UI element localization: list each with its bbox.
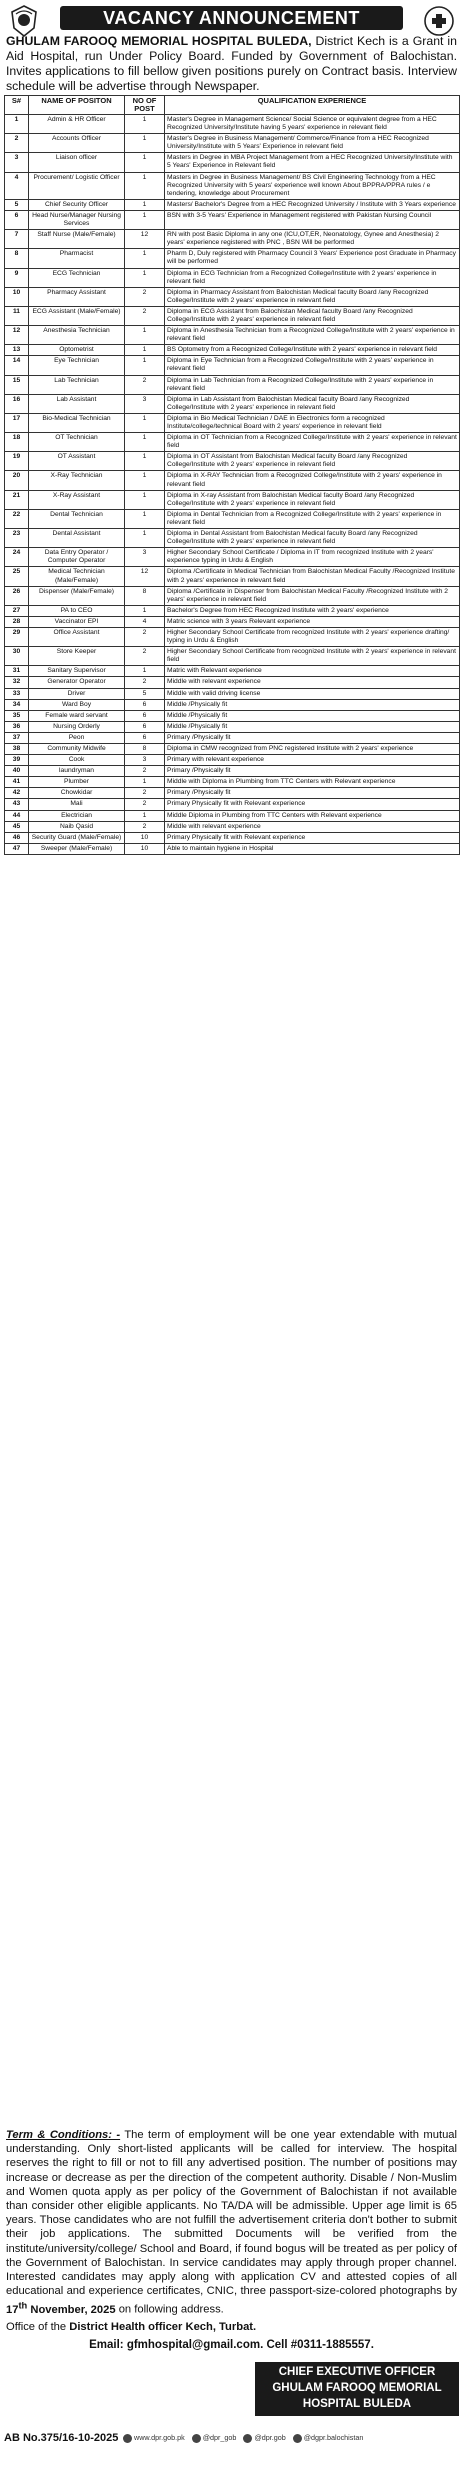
social-website[interactable]: www.dpr.gob.pk [134,2433,185,2442]
table-row [5,627,460,646]
cell-sno: 9 [5,268,29,287]
table-row [5,268,460,287]
cell-sno: 17 [5,413,29,432]
cell-qualification: Master's Degree in Business Management/ Commerce/Finance from a HEC Recognized University/Institute with 5 Years' Experience in relevant field [165,134,460,153]
intro-text: District Kech is a Grant in Aid Hospital, run Under Policy Board. Funded by Government of Balochistan. Invites applications to fill bellow given positions purely on Contract basis. Interview schedule will be advertise through Newspaper. [6,34,457,93]
cell-position-name: Dispenser (Male/Female) [29,586,125,605]
cell-post-count: 6 [125,732,165,743]
cell-position-name: PA to CEO [29,605,125,616]
hospital-name: GHULAM FAROOQ MEMORIAL HOSPITAL BULEDA, [6,34,312,48]
cell-post-count: 6 [125,721,165,732]
table-row [5,199,460,210]
cell-qualification: Diploma /Certificate in Dispenser from Balochistan Medical Faculty /Recognized Institute with 2 years' experience in relevant field [165,586,460,605]
cell-sno: 37 [5,732,29,743]
cell-post-count: 12 [125,230,165,249]
cell-post-count: 1 [125,199,165,210]
cell-position-name: Cook [29,755,125,766]
cell-position-name: Chowkidar [29,788,125,799]
deadline-suffix: th [18,2300,28,2311]
table-row [5,616,460,627]
cell-sno: 22 [5,509,29,528]
cell-qualification: Diploma in ECG Technician from a Recognized College/Institute with 2 years' experience in relevant field [165,268,460,287]
cell-position-name: Admin & HR Officer [29,115,125,134]
cell-qualification: Diploma in Lab Assistant from Balochistan Medical faculty Board /any Recognized College/Institute with 2 years' experience in relevant field [165,394,460,413]
table-row [5,766,460,777]
table-row [5,356,460,375]
cell-position-name: Medical Technician (Male/Female) [29,567,125,586]
cell-post-count: 2 [125,799,165,810]
cell-position-name: Plumber [29,777,125,788]
cell-qualification: Diploma in Eye Technician from a Recognized College/Institute with 2 years' experience in relevant field [165,356,460,375]
cell-post-count: 1 [125,153,165,172]
cell-post-count: 2 [125,287,165,306]
cell-post-count: 2 [125,677,165,688]
cell-sno: 24 [5,548,29,567]
col-header-position: NAME OF POSITON [29,96,125,115]
cell-sno: 44 [5,810,29,821]
cell-sno: 2 [5,134,29,153]
cell-qualification: Bachelor's Degree from HEC Recognized Institute with 2 years' experience [165,605,460,616]
table-row [5,153,460,172]
cell-post-count: 2 [125,788,165,799]
cell-qualification: Matric with Relevant experience [165,666,460,677]
table-row [5,843,460,854]
cell-post-count: 1 [125,268,165,287]
facebook-icon [293,2434,302,2443]
office-prefix: Office of the [6,2321,67,2333]
cell-position-name: Liaison officer [29,153,125,172]
cell-position-name: Data Entry Operator / Computer Operator [29,548,125,567]
cell-sno: 16 [5,394,29,413]
table-row [5,490,460,509]
cell-position-name: Community Midwife [29,744,125,755]
table-row [5,230,460,249]
cell-post-count: 5 [125,688,165,699]
cell-qualification: Middle with valid driving license [165,688,460,699]
table-row [5,688,460,699]
cell-qualification: Diploma in OT Assistant from Balochistan Medical faculty Board /any Recognized College/Institute with 2 years' experience in relevant field [165,452,460,471]
cell-post-count: 4 [125,616,165,627]
after-deadline-text: on following address. [118,2304,224,2317]
col-header-posts: NO OF POST [125,96,165,115]
cell-sno: 1 [5,115,29,134]
hospital-emblem-right [423,4,455,38]
cell-position-name: Naib Qasid [29,821,125,832]
table-row [5,666,460,677]
cell-sno: 38 [5,744,29,755]
cell-post-count: 6 [125,699,165,710]
cell-sno: 19 [5,452,29,471]
cell-qualification: Diploma in ECG Assistant from Balochistan Medical faculty Board /any Recognized College/Institute with 2 years' experience in relevant field [165,306,460,325]
cell-position-name: Electrician [29,810,125,821]
table-row [5,548,460,567]
cell-post-count: 3 [125,755,165,766]
cell-position-name: Procurement/ Logistic Officer [29,172,125,199]
cell-position-name: Driver [29,688,125,699]
cell-qualification: Primary Physically fit with Relevant experience [165,832,460,843]
cell-position-name: Pharmacy Assistant [29,287,125,306]
table-row [5,677,460,688]
cell-post-count: 1 [125,356,165,375]
cell-position-name: Eye Technician [29,356,125,375]
cell-post-count: 1 [125,134,165,153]
social-links [118,2428,363,2448]
table-row [5,529,460,548]
office-address [6,2320,457,2334]
table-row [5,375,460,394]
cell-position-name: laundryman [29,766,125,777]
cell-qualification: Higher Secondary School Certificate / Diploma in IT from recognized Institute with 2 years' experience typing in Urdu & English [165,548,460,567]
social-instagram[interactable]: @dpr.gob [254,2433,286,2442]
cell-post-count: 2 [125,375,165,394]
deadline-date [6,2300,116,2317]
contact-line: Email: gfmhospital@gmail.com. Cell #0311-1885557. [89,2339,374,2351]
cell-qualification: Middle Diploma in Plumbing from TTC Centers with Relevant experience [165,810,460,821]
cell-position-name: Pharmacist [29,249,125,268]
table-row [5,345,460,356]
cell-post-count: 1 [125,605,165,616]
social-x[interactable]: @dpr_gob [202,2433,237,2442]
cell-post-count: 1 [125,210,165,229]
cell-sno: 8 [5,249,29,268]
cell-position-name: Sanitary Supervisor [29,666,125,677]
table-row [5,821,460,832]
cell-qualification: Higher Secondary School Certificate from recognized Institute with 2 years' experience in relevant field [165,647,460,666]
cell-sno: 27 [5,605,29,616]
cell-post-count: 8 [125,586,165,605]
cell-qualification: Diploma in Lab Technician from a Recognized College/Institute with 2 years' experience in relevant field [165,375,460,394]
cell-sno: 20 [5,471,29,490]
cell-post-count: 1 [125,777,165,788]
cell-post-count: 10 [125,832,165,843]
page-title: VACANCY ANNOUNCEMENT [60,6,403,30]
table-row [5,788,460,799]
intro-paragraph [6,34,457,94]
cell-position-name: Female ward servant [29,710,125,721]
table-row [5,732,460,743]
table-row [5,755,460,766]
cell-qualification: Master's Degree in Management Science/ Social Science or equivalent degree from a HEC Recognized University/Institute having 5 years' experience in relevant field [165,115,460,134]
table-row [5,249,460,268]
cell-qualification: Diploma in X-ray Assistant from Balochistan Medical faculty Board /any Recognized College/Institute with 2 years' experience in relevant field [165,490,460,509]
cell-qualification: Diploma in CMW recognized from PNC registered Institute with 2 years' experience [165,744,460,755]
cell-sno: 15 [5,375,29,394]
cell-qualification: Primary /Physically fit [165,732,460,743]
cell-sno: 30 [5,647,29,666]
table-header-row [5,96,460,115]
instagram-icon [243,2434,252,2443]
cell-sno: 14 [5,356,29,375]
ad-number: AB No.375/16-10-2025 [4,2432,119,2444]
cell-qualification: Diploma in Anesthesia Technician from a Recognized College/Institute with 2 years' experience in relevant field [165,326,460,345]
cell-position-name: Anesthesia Technician [29,326,125,345]
cell-sno: 13 [5,345,29,356]
cell-sno: 42 [5,788,29,799]
cell-position-name: Chief Security Officer [29,199,125,210]
cell-sno: 3 [5,153,29,172]
cell-post-count: 12 [125,567,165,586]
cell-post-count: 1 [125,433,165,452]
cell-position-name: Dental Assistant [29,529,125,548]
cell-position-name: Store Keeper [29,647,125,666]
cell-sno: 46 [5,832,29,843]
cell-post-count: 2 [125,821,165,832]
signature-org-line2: HOSPITAL BULEDA [302,2398,412,2410]
cell-position-name: ECG Assistant (Male/Female) [29,306,125,325]
cell-sno: 10 [5,287,29,306]
cell-post-count: 1 [125,172,165,199]
cell-qualification: Middle with Diploma in Plumbing from TTC Centers with Relevant experience [165,777,460,788]
cell-sno: 12 [5,326,29,345]
cell-qualification: BS Optometry from a Recognized College/Institute with 2 years' experience in relevant field [165,345,460,356]
cell-sno: 32 [5,677,29,688]
cell-position-name: Vaccinator EPI [29,616,125,627]
cell-sno: 4 [5,172,29,199]
cell-sno: 6 [5,210,29,229]
cell-post-count: 2 [125,627,165,646]
cell-position-name: Sweeper (Male/Female) [29,843,125,854]
cell-sno: 5 [5,199,29,210]
cell-position-name: X-Ray Assistant [29,490,125,509]
cell-position-name: Mali [29,799,125,810]
globe-icon [123,2434,132,2443]
deadline-day: 17 [6,2304,19,2317]
cell-qualification: Matric science with 3 years Relevant experience [165,616,460,627]
cell-qualification: Pharm D, Duly registered with Pharmacy Council 3 Years' Experience post Graduate in Pharmacy will be performed [165,249,460,268]
cell-post-count: 1 [125,413,165,432]
cell-sno: 21 [5,490,29,509]
cell-qualification: BSN with 3-5 Years' Experience in Management registered with Pakistan Nursing Council [165,210,460,229]
cell-sno: 18 [5,433,29,452]
terms-paragraph [6,2128,457,2317]
cell-position-name: Office Assistant [29,627,125,646]
cell-sno: 39 [5,755,29,766]
cell-position-name: ECG Technician [29,268,125,287]
cell-qualification: Primary Physically fit with Relevant experience [165,799,460,810]
cell-qualification: Middle with relevant experience [165,821,460,832]
table-row [5,721,460,732]
cell-position-name: Security Guard (Male/Female) [29,832,125,843]
cell-sno: 26 [5,586,29,605]
table-row [5,799,460,810]
cell-post-count: 2 [125,647,165,666]
x-icon [192,2434,201,2443]
table-body [5,115,460,855]
cell-qualification: Middle /Physically fit [165,710,460,721]
cell-sno: 31 [5,666,29,677]
cell-qualification: Diploma /Certificate in Medical Technician from Balochistan Medical Faculty /Recognized Institute with 2 years' experience in relevant field [165,567,460,586]
table-row [5,777,460,788]
table-row [5,509,460,528]
cell-post-count: 2 [125,306,165,325]
cell-post-count: 1 [125,345,165,356]
table-row [5,394,460,413]
cell-post-count: 1 [125,115,165,134]
cell-qualification: Primary with relevant experience [165,755,460,766]
cell-post-count: 1 [125,529,165,548]
cell-sno: 33 [5,688,29,699]
col-header-sno: S# [5,96,29,115]
cell-qualification: Diploma in Pharmacy Assistant from Balochistan Medical faculty Board /any Recognized College/Institute with 2 years' experience in relevant field [165,287,460,306]
cell-position-name: Lab Technician [29,375,125,394]
col-header-qualification: QUALIFICATION EXPERIENCE [165,96,460,115]
cell-position-name: Optometrist [29,345,125,356]
cell-post-count: 1 [125,666,165,677]
table-row [5,605,460,616]
table-row [5,471,460,490]
table-row [5,832,460,843]
cell-qualification: RN with post Basic Diploma in any one (ICU,OT,ER, Neonatology, Gynee and Anesthesia) 2 years' experience registered with PNC , BSN Will be performed [165,230,460,249]
cell-position-name: Accounts Officer [29,134,125,153]
cell-position-name: Nursing Orderly [29,721,125,732]
terms-heading: Term & Conditions: - [6,2129,121,2141]
table-row [5,306,460,325]
table-row [5,115,460,134]
cell-post-count: 8 [125,744,165,755]
cell-qualification: Primary /Physically fit [165,766,460,777]
cell-sno: 34 [5,699,29,710]
table-row [5,710,460,721]
cell-position-name: Bio-Medical Technician [29,413,125,432]
cell-qualification: Diploma in Bio Medical Technician / DAE in Electronics form a recognized Institute/college/technical Board with 2 years' experience in relevant field [165,413,460,432]
cell-position-name: X-Ray Technician [29,471,125,490]
header [0,0,463,93]
deadline-month-year: November, 2025 [30,2304,116,2317]
cell-qualification: Able to maintain hygiene in Hospital [165,843,460,854]
table-row [5,810,460,821]
office-name: District Health officer Kech, Turbat. [69,2321,257,2333]
cell-sno: 25 [5,567,29,586]
cell-post-count: 10 [125,843,165,854]
signature-block [255,2362,459,2416]
cell-sno: 35 [5,710,29,721]
cell-post-count: 1 [125,490,165,509]
cell-sno: 29 [5,627,29,646]
cell-sno: 28 [5,616,29,627]
cell-qualification: Middle /Physically fit [165,721,460,732]
table-row [5,326,460,345]
table-row [5,699,460,710]
cell-qualification: Diploma in Dental Technician from a Recognized College/Institute with 2 years' experience in relevant field [165,509,460,528]
cell-sno: 45 [5,821,29,832]
cell-post-count: 3 [125,548,165,567]
signature-org-line1: GHULAM FAROOQ MEMORIAL [272,2382,442,2394]
terms-body: The term of employment will be one year extendable with mutual understanding. Only short-listed applicants will be called for interview. The hospital reserves the right to fill or not to fill any advertised position. The number of positions may increase or decrease as per the direction of the competent authority. Disable / Non-Muslim and Women quota apply as per policy of the Government of Balochistan if not available than consider other eligible applicants. No TA/DA will be admissible. Upper age limit is 65 years. Those candidates who are not fulfill the advertisement criteria don't bother to submit their job applications. The submitted Documents will be verified from the institute/university/college/ School and Board, if found bogus will be treated as per policy of the Government of Balochistan. In service candidates may apply through proper channel. Interested candidates may apply along with application CV and attested copies of all educational and experience certificates, CNIC, three passport-size-colored photographs by [6,2129,458,2298]
cell-sno: 11 [5,306,29,325]
cell-post-count: 1 [125,326,165,345]
cell-qualification: Diploma in Dental Assistant from Balochistan Medical faculty Board /any Recognized College/Institute with 2 years' experience in relevant field [165,529,460,548]
footer [0,2428,463,2448]
cell-qualification: Masters in Degree in MBA Project Management from a HEC Recognized University/Institute with 5 Years' Experience in Relevant field [165,153,460,172]
vacancy-table [4,95,460,855]
cell-sno: 40 [5,766,29,777]
social-facebook[interactable]: @dgpr.balochistan [303,2433,364,2442]
cell-post-count: 2 [125,766,165,777]
cell-position-name: Generator Operator [29,677,125,688]
table-row [5,433,460,452]
cell-qualification: Diploma in X-RAY Technician from a Recognized College/Institute with 2 years' experience in relevant field [165,471,460,490]
cell-post-count: 1 [125,249,165,268]
table-row [5,287,460,306]
cell-qualification: Masters/ Bachelor's Degree from a HEC Recognized University / Institute with 3 Years experience [165,199,460,210]
cell-qualification: Higher Secondary School Certificate from recognized Institute with 2 years' experience drafting/ typing in Urdu & English [165,627,460,646]
cell-post-count: 1 [125,452,165,471]
cell-qualification: Middle /Physically fit [165,699,460,710]
cell-sno: 47 [5,843,29,854]
cell-sno: 23 [5,529,29,548]
balochistan-emblem-left [8,4,40,38]
cell-position-name: OT Assistant [29,452,125,471]
cell-post-count: 3 [125,394,165,413]
cell-post-count: 6 [125,710,165,721]
cell-position-name: Peon [29,732,125,743]
cell-sno: 7 [5,230,29,249]
cell-sno: 41 [5,777,29,788]
table-row [5,452,460,471]
cell-qualification: Primary /Physically fit [165,788,460,799]
table-row [5,134,460,153]
signature-title: CHIEF EXECUTIVE OFFICER [278,2366,436,2378]
table-row [5,413,460,432]
cell-qualification: Middle with relevant experience [165,677,460,688]
cell-position-name: OT Technician [29,433,125,452]
cell-position-name: Staff Nurse (Male/Female) [29,230,125,249]
cell-sno: 43 [5,799,29,810]
cell-position-name: Head Nurse/Manager Nursing Services [29,210,125,229]
cell-qualification: Masters in Degree in Business Management/ BS Civil Engineering Technology from a HEC Recognized University with 5 years' experience well known About BPPRA/PPRA rules / e tendering, knowledge about Procurement [165,172,460,199]
cell-qualification: Diploma in OT Technician from a Recognized College/Institute with 2 years' experience in relevant field [165,433,460,452]
cell-position-name: Lab Assistant [29,394,125,413]
table-row [5,172,460,199]
cell-sno: 36 [5,721,29,732]
table-row [5,567,460,586]
table-row [5,586,460,605]
cell-post-count: 1 [125,471,165,490]
cell-post-count: 1 [125,509,165,528]
table-row [5,744,460,755]
cell-position-name: Dental Technician [29,509,125,528]
cell-post-count: 1 [125,810,165,821]
table-row [5,647,460,666]
table-row [5,210,460,229]
cell-position-name: Ward Boy [29,699,125,710]
